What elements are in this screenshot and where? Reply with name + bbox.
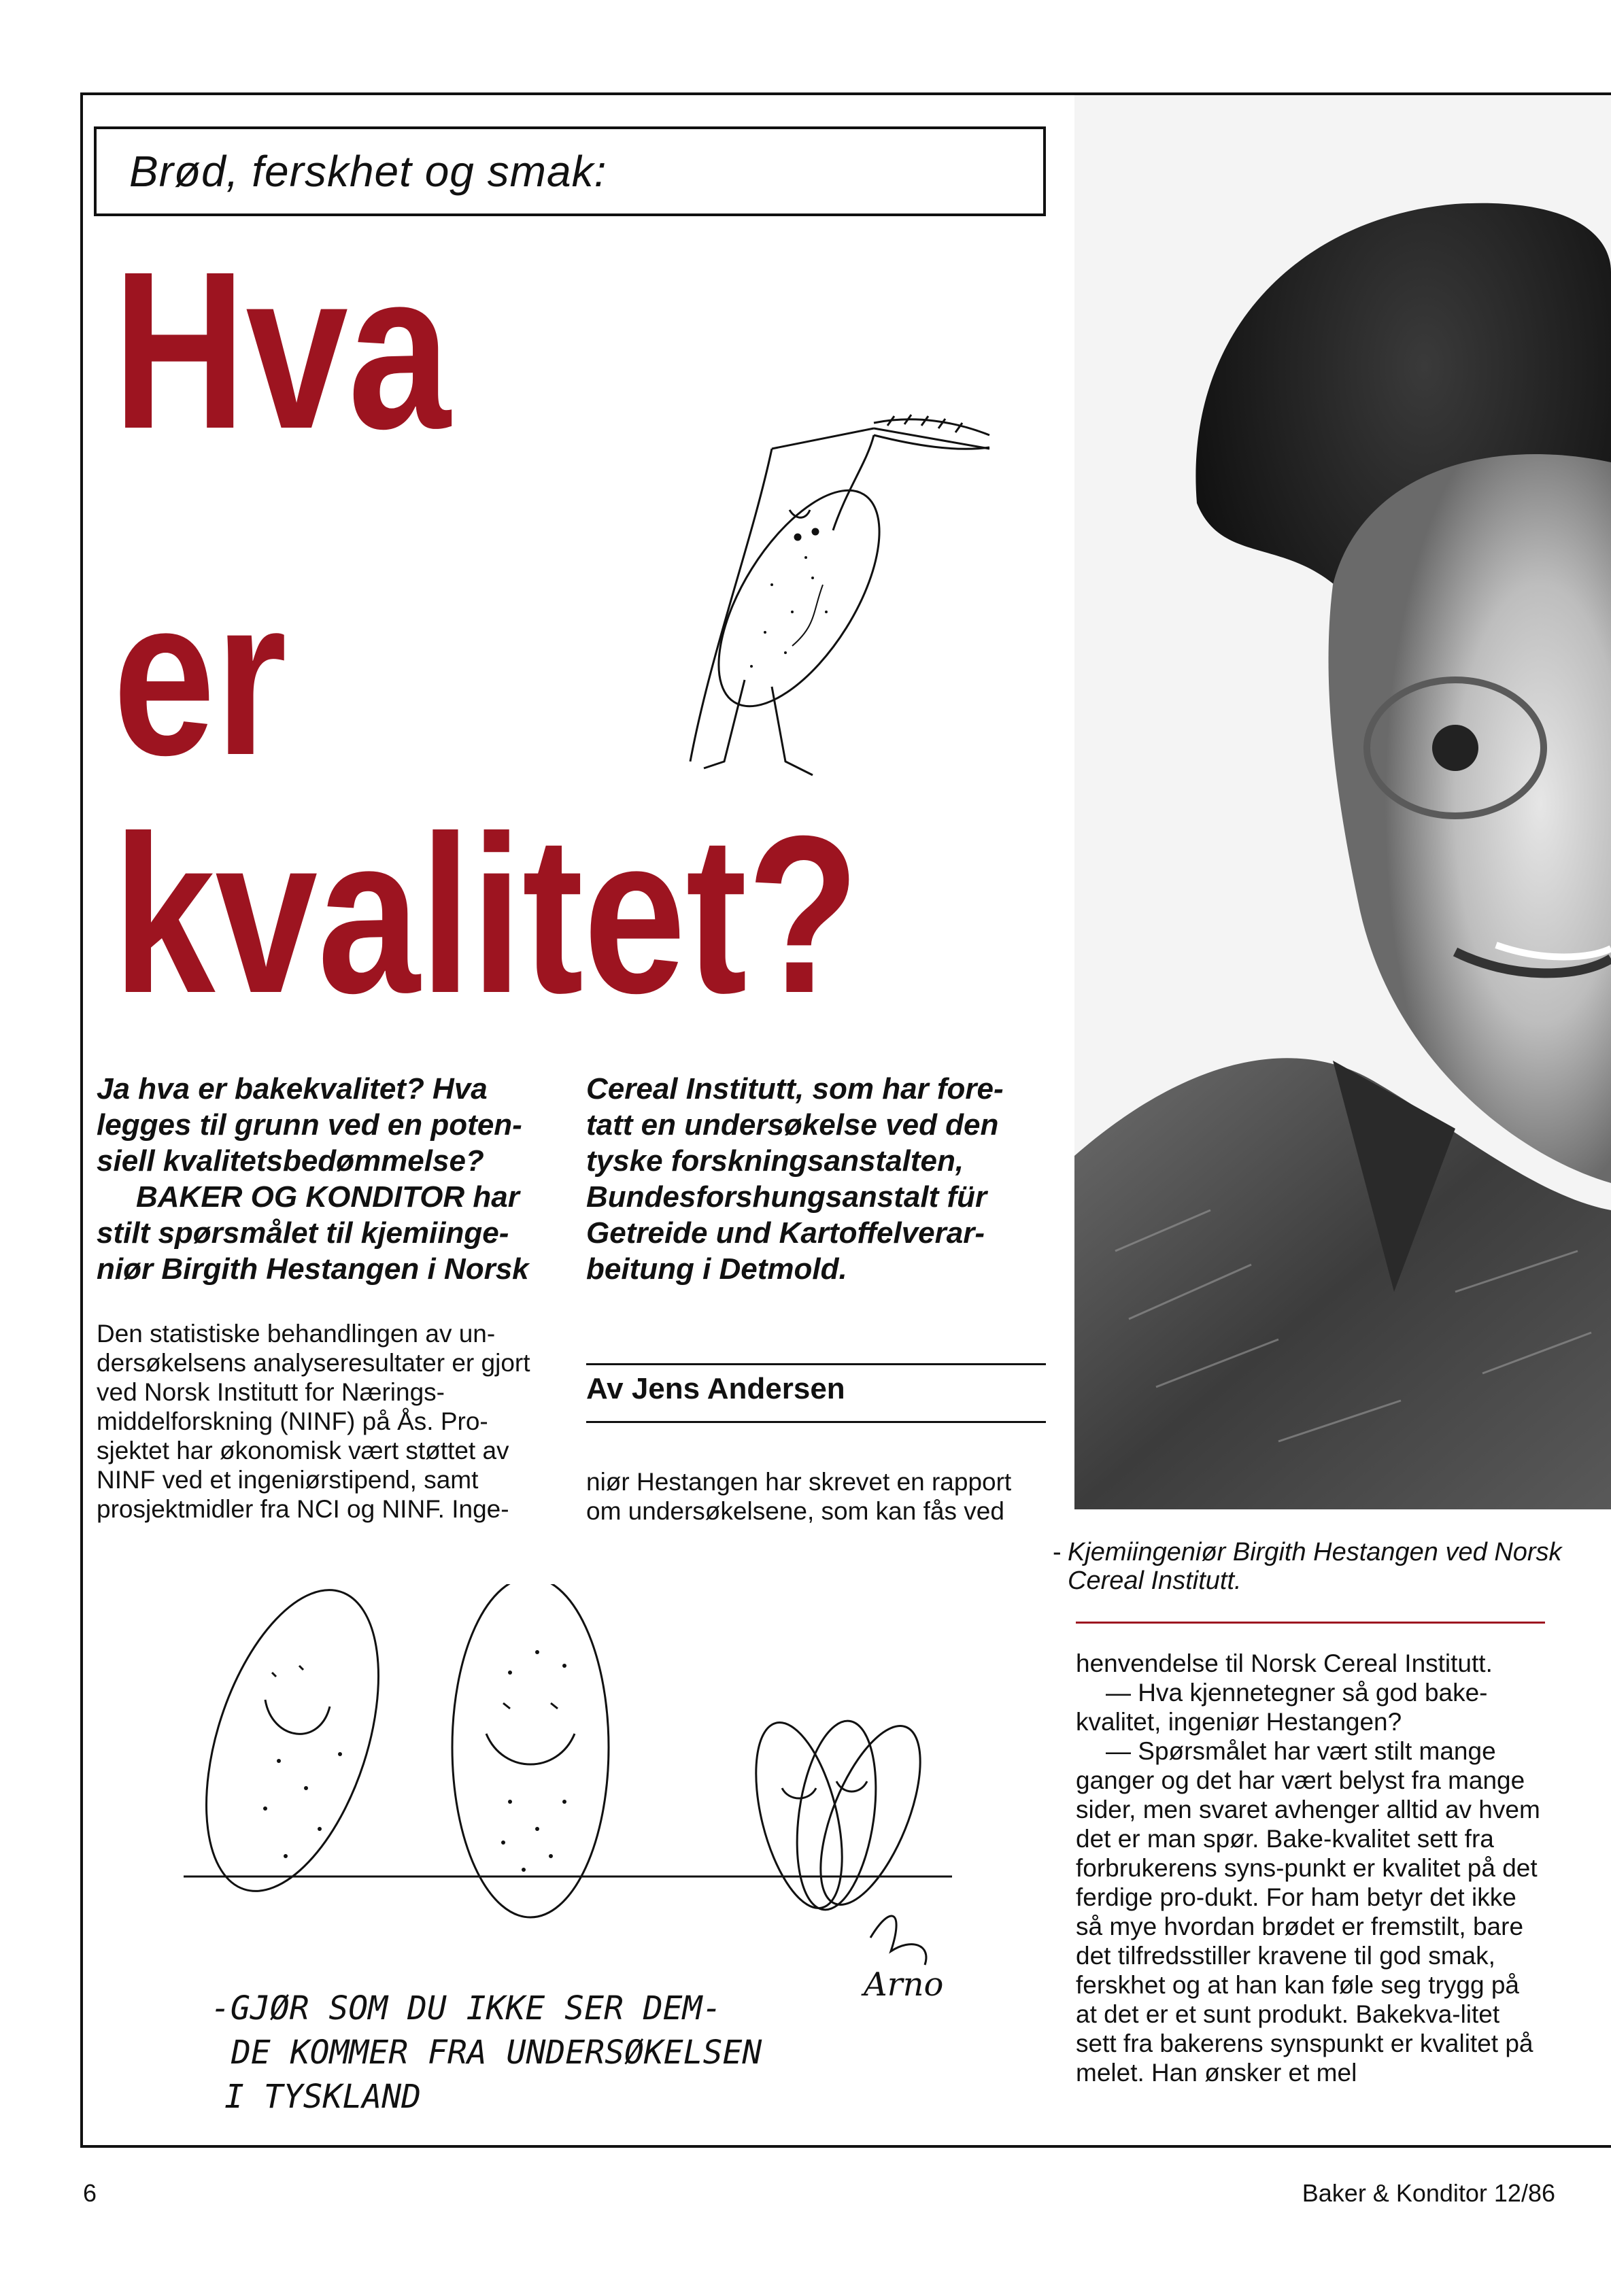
intro-left-column	[97, 1071, 559, 1287]
portrait-photo	[1074, 95, 1611, 1509]
body-paragraph: niør Hestangen har skrevet en rapport om undersøkelsene, som kan fås ved	[586, 1468, 1012, 1525]
body-paragraph: Den statistiske behandlingen av un-dersøkelsens analyseresultater er gjort ved Norsk Institutt for Nærings-middelforskning (NINF) på Ås. Pro-sjektet har økonomisk vært støttet av NINF ved et ingeniørstipend, samt prosjektmidler fra NCI og NINF. Inge-	[97, 1320, 530, 1523]
frame-rule-left	[80, 92, 83, 2146]
headline-line-1: Hva	[113, 224, 451, 475]
bread-mascot-illustration	[670, 408, 1010, 802]
page-number: 6	[83, 2179, 97, 2207]
body-paragraph: — Spørsmålet har vært stilt mange ganger og det har vært belyst fra mange sider, men svaret avhenger alltid av hvem det er man spør. Bake-kvalitet sett fra forbrukerens syns-punkt er kvalitet på det ferdige pro-dukt. For ham betyr det ikke så mye hvordan brødet er fremstilt, bare det tilfredsstiller kravene til god smak, ferskhet og at han kan føle seg trygg på at det er et sunt produkt. Bakekva-litet sett fra bakerens synspunkt er kvalitet på melet. Han ønsker et mel	[1076, 1737, 1540, 2087]
body-paragraph: — Hva kjennetegner så god bake-kvalitet, ingeniør Hestangen?	[1076, 1679, 1488, 1736]
cartoon-text-line-3: I TYSKLAND	[224, 2078, 421, 2116]
body-column-3	[1076, 1649, 1545, 2087]
intro-paragraph-2: BAKER OG KONDITOR har stilt spørsmålet til kjemiinge-niør Birgith Hestangen i Norsk	[97, 1180, 529, 1286]
cartoon-text-line-2: DE KOMMER FRA UNDERSØKELSEN	[231, 2034, 762, 2072]
kicker: Brød, ferskhet og smak:	[129, 147, 607, 196]
photo-caption: Kjemiingeniør Birgith Hestangen ved Norsk Cereal Institutt.	[1068, 1538, 1562, 1595]
cartoon-text-line-1: -GJØR SOM DU IKKE SER DEM-	[211, 1989, 722, 2027]
headline-line-3: kvalitet?	[113, 789, 860, 1040]
loaves-cartoon	[184, 1584, 952, 2128]
byline-rule-top	[586, 1363, 1046, 1365]
headline-line-2: er	[113, 551, 287, 802]
intro-paragraph-1: Ja hva er bakekvalitet? Hva legges til grunn ved en poten-siell kvalitetsbedømmelse?	[97, 1072, 522, 1178]
frame-rule-bottom	[80, 2145, 1611, 2148]
byline: Av Jens Andersen	[586, 1372, 845, 1405]
intro-paragraph-3: Cereal Institutt, som har fore-tatt en undersøkelse ved den tyske forskningsanstalten, Bundesforshungsanstalt für Getreide und Kartoffelverar-beitung i Detmold.	[586, 1072, 1004, 1286]
intro-right-column	[586, 1071, 1049, 1287]
body-column-2	[586, 1467, 1049, 1526]
publication-footer: Baker & Konditor 12/86	[1302, 2179, 1555, 2207]
cartoon-signature: Arno	[864, 1966, 944, 2004]
byline-rule-bottom	[586, 1421, 1046, 1423]
caption-rule	[1076, 1622, 1545, 1624]
caption-dash: -	[1053, 1538, 1062, 1566]
body-paragraph: henvendelse til Norsk Cereal Institutt.	[1076, 1649, 1493, 1677]
body-column-1	[97, 1319, 559, 1524]
kicker-box	[94, 126, 1046, 216]
